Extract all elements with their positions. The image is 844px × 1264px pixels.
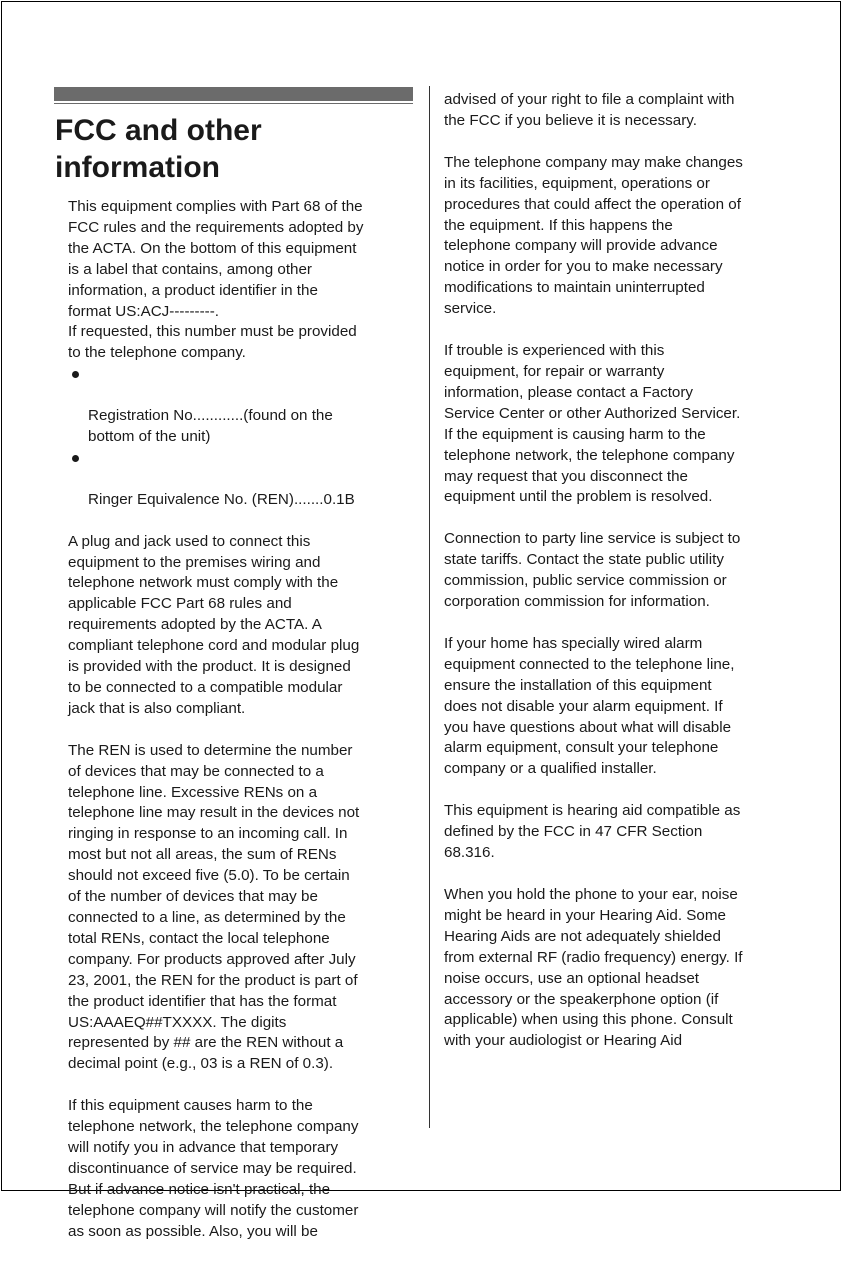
left-column — [68, 197, 404, 1264]
identifier-list — [68, 364, 404, 510]
paragraph-number-provided: If requested, this number must be provided to the telephone company. — [68, 323, 357, 362]
registration-number: Registration No............(found on the bottom of the unit) — [88, 407, 333, 445]
page-title: FCC and other information — [55, 114, 262, 184]
paragraph-plug-jack: A plug and jack used to connect this equipment to the premises wiring and telephone network must comply with the applicable FCC Part 68 rules and requirements adopted by the ACTA. A compliant telephone cord and modular plug is provided with the product. It is designed to be connected to a compatible modular jack that is also compliant. — [68, 532, 360, 717]
paragraph-hearing-aid: This equipment is hearing aid compatible as defined by the FCC in 47 CFR Section 68.316. — [444, 802, 741, 862]
title-bar — [54, 87, 413, 101]
paragraph-complaint: advised of your right to file a complaint with the FCC if you believe it is necessary. — [444, 91, 735, 129]
paragraph-alarm: If your home has specially wired alarm equipment connected to the telephone line, ensure the installation of this equipment does not disable your alarm equipment. If you have questions about what will disable alarm equipment, consult your telephone company or a qualified installer. — [444, 634, 735, 778]
bullet-icon — [72, 455, 79, 462]
paragraph-noise: When you hold the phone to your ear, noise might be heard in your Hearing Aid. Some Hearing Aids are not adequately shielded from external RF (radio frequency) energy. If noise occurs, use an optional headset accessory or the speakerphone option (if applicable) when using this phone. Consult with your audiologist or Hearing Aid — [444, 886, 743, 1050]
paragraph-ren: The REN is used to determine the number of devices that may be connected to a telephone line. Excessive RENs on a telephone line may result in the devices not ringing in response to an incoming call. In most but not all areas, the sum of RENs should not exceed five (5.0). To be certain of the number of devices that may be connected to a line, as determined by the total RENs, contact the local telephone company. For products approved after July 23, 2001, the REN for the product is part of the product identifier that has the format US:AAAEQ##TXXXX. The digits represented by ## are the REN without a decimal point (e.g., 03 is a REN of 0.3). — [68, 741, 360, 1073]
paragraph-harm: If this equipment causes harm to the telephone network, the telephone company will notify you in advance that temporary discontinuance of service may be required. But if advance notice isn't practical, the telephone company will notify the customer as soon as possible. Also, you will be — [68, 1097, 359, 1240]
bullet-icon — [72, 371, 79, 378]
ringer-equivalence: Ringer Equivalence No. (REN).......0.1B — [88, 490, 355, 508]
list-item — [68, 364, 404, 448]
list-item — [68, 448, 404, 511]
paragraph-party-line: Connection to party line service is subject to state tariffs. Contact the state public utility commission, public service commission or corporation commission for information. — [444, 530, 741, 611]
paragraph-compliance: This equipment complies with Part 68 of the FCC rules and the requirements adopted by the ACTA. On the bottom of this equipment is a label that contains, among other information, a product identifier in the format US:ACJ---------. — [68, 198, 364, 320]
right-column — [444, 90, 804, 1073]
title-rule — [54, 103, 413, 104]
paragraph-trouble: If trouble is experienced with this equipment, for repair or warranty information, please contact a Factory Service Center or other Authorized Servicer. If the equipment is causing harm to the telephone network, the telephone company may request that you disconnect the equipment until the problem is resolved. — [444, 342, 741, 506]
paragraph-changes: The telephone company may make changes in its facilities, equipment, operations or procedures that could affect the operation of the equipment. If this happens the telephone company will provide advance notice in order for you to make necessary modifications to maintain uninterrupted service. — [444, 153, 743, 318]
column-divider — [429, 86, 430, 1128]
